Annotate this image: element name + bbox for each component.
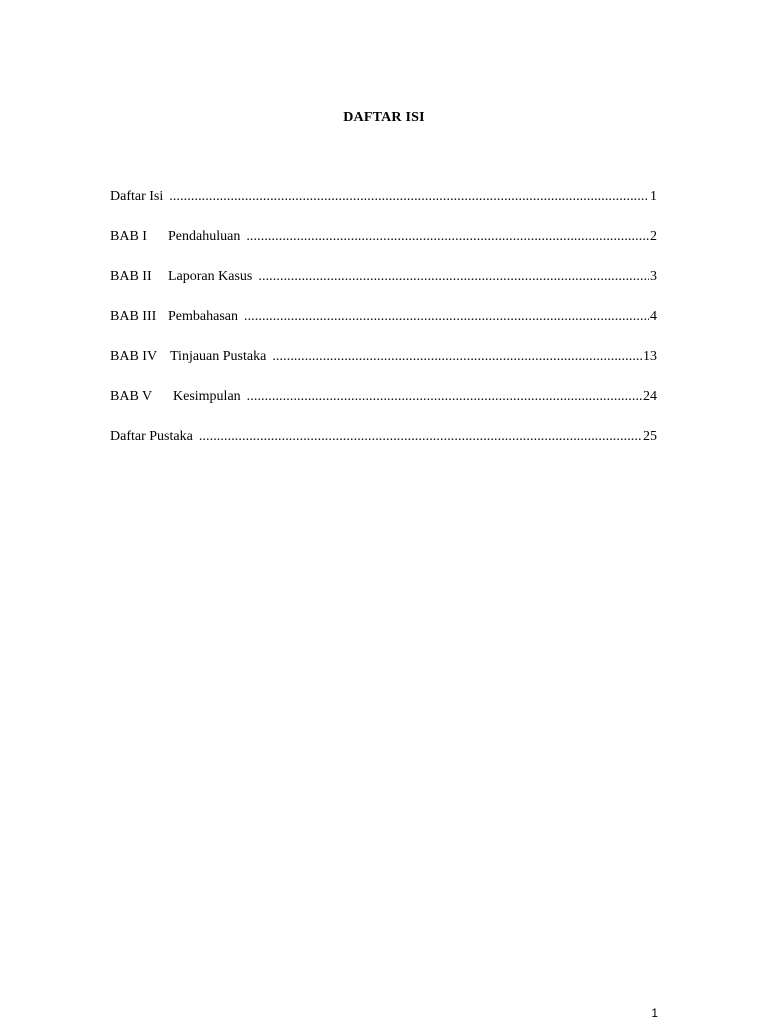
toc-entry-title: Tinjauan Pustaka [170,349,267,364]
page-number: 1 [651,1006,658,1020]
table-of-contents [110,189,657,469]
toc-entry[interactable] [110,269,657,309]
toc-dot-leader [244,309,649,325]
toc-entry-title: Pembahasan [168,309,238,324]
toc-dot-leader [246,229,649,245]
toc-entry-page: 1 [650,189,657,204]
toc-entry-number: BAB II [110,269,152,284]
toc-entry-number: BAB I [110,229,147,244]
toc-dot-leader [258,269,649,285]
toc-entry-page: 13 [643,349,657,364]
toc-entry[interactable] [110,429,657,469]
toc-entry-number: BAB III [110,309,157,324]
toc-entry-title: Laporan Kasus [168,269,253,284]
toc-entry-title: Kesimpulan [173,389,241,404]
toc-entry-number: BAB IV [110,349,158,364]
toc-entry-page: 4 [650,309,657,324]
toc-entry[interactable] [110,229,657,269]
toc-entry-page: 25 [643,429,657,444]
toc-entry-title: Pendahuluan [168,229,241,244]
toc-entry[interactable] [110,309,657,349]
toc-entry[interactable] [110,189,657,229]
toc-entry-page: 24 [643,389,657,404]
toc-entry[interactable] [110,349,657,389]
toc-entry-title: Daftar Pustaka [110,429,193,444]
toc-dot-leader [199,429,642,445]
toc-dot-leader [272,349,642,365]
toc-entry[interactable] [110,389,657,429]
toc-dot-leader [247,389,642,405]
toc-entry-title: Daftar Isi [110,189,164,204]
toc-entry-page: 3 [650,269,657,284]
toc-entry-page: 2 [650,229,657,244]
page-title: DAFTAR ISI [343,110,425,125]
toc-dot-leader [169,189,649,205]
toc-entry-number: BAB V [110,389,153,404]
